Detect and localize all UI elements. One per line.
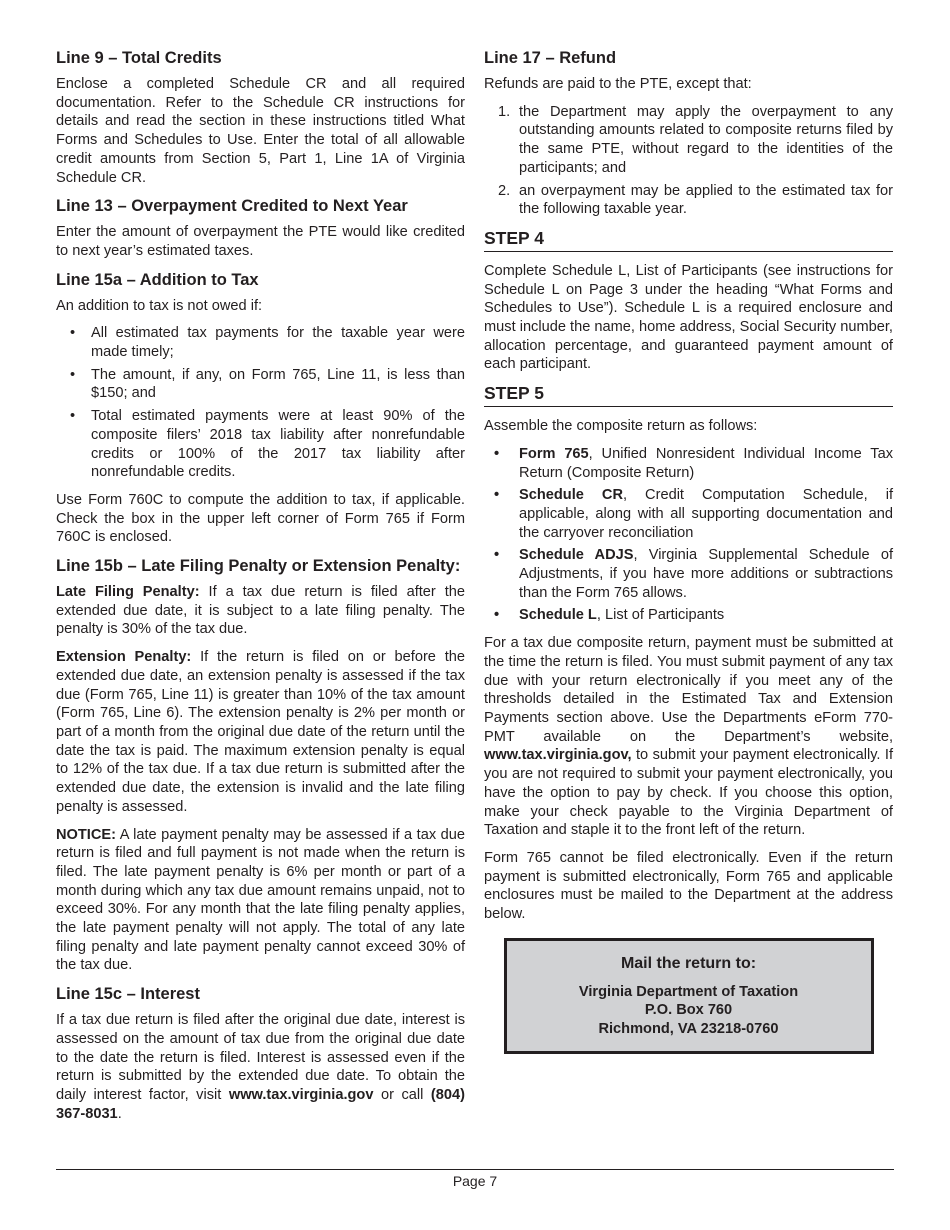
list-item: 2. an overpayment may be applied to the estimated tax for the following taxable year. bbox=[498, 182, 893, 218]
list-item: • Form 765, Unified Nonresident Individual Income Tax Return (Composite Return) bbox=[494, 445, 893, 481]
right-column bbox=[484, 48, 893, 1054]
list-item: • Schedule CR, Credit Computation Schedule, if applicable, along with all supporting documentation and the carryover reconciliation bbox=[494, 487, 894, 541]
list-item: • Schedule ADJS, Virginia Supplemental Schedule of Adjustments, if you have more additions or subtractions than the Form 765 allows. bbox=[494, 547, 893, 601]
line17-intro: Refunds are paid to the PTE, except that: bbox=[484, 76, 752, 92]
document-page bbox=[56, 48, 894, 1158]
step5-bullet-list bbox=[484, 445, 893, 625]
list-item: • All estimated tax payments for the taxable year were made timely; bbox=[70, 325, 465, 361]
tax-website-link[interactable]: www.tax.virginia.gov, bbox=[484, 747, 632, 764]
line15c-heading: Line 15c – Interest bbox=[56, 985, 200, 1004]
mail-address-line: P.O. Box 760 bbox=[644, 1002, 733, 1019]
page-number: Page 7 bbox=[452, 1173, 498, 1189]
payment-text: For a tax due composite return, payment must be submitted at the time the return is filed. You must submit payment of any tax due with your return electronically if you meet any of the thresholds detailed in the Estimated Tax and Extension Payments section above. Use the Departments eForm 770-PMT available on the Department’s website, www.tax.virginia.gov, to submit your payment electronically. If you are not required to submit your payment electronically, you have the option to pay by check. If you choose this option, make your check payable to the Virginia Department of Taxation and staple it to the front left of the return. bbox=[484, 635, 893, 839]
mail-title: Mail the return to: bbox=[620, 954, 757, 972]
step4-heading: STEP 4 bbox=[484, 228, 893, 252]
step5-heading: STEP 5 bbox=[484, 383, 893, 407]
list-item: • Total estimated payments were at least 90% of the composite filers’ 2018 tax liability after nonrefundable credits or 100% of the 2017 tax liability after nonrefundable credits. bbox=[70, 408, 465, 481]
step4-text: Complete Schedule L, List of Participants (see instructions for Schedule L on Page 3 under the heading “What Forms and Schedules to Use”). Schedule L is a required enclosure and must include the name, home address, Social Security number, allocation percentage, and guaranteed payment amount of each participant. bbox=[484, 262, 893, 373]
mail-address-line: Virginia Department of Taxation bbox=[578, 983, 799, 1000]
extension-penalty-text: Extension Penalty: If the return is filed on or before the extended due date, an extension penalty is assessed if the tax due (Form 765, Line 11) is greater than 10% of the tax amount (Form 765, Line 6). The extension penalty is 2% per month or part of a month from the original due date of the return until the date the tax is paid. The maximum extension penalty is equal to 12% of the tax due. If a tax due return is submitted after the extended due date, the extension is invalid and the late filing penalty is assessed. bbox=[56, 649, 465, 815]
line15a-intro: An addition to tax is not owed if: bbox=[56, 297, 263, 314]
line15a-text: Use Form 760C to compute the addition to tax, if applicable. Check the box in the upper left corner of Form 765 if Form 760C is enclosed. bbox=[56, 491, 465, 546]
line9-text: Enclose a completed Schedule CR and all required documentation. Refer to the Schedule CR instructions for details and read the section in these instructions titled What Forms and Schedules to Use. Enter the total of all allowable credit amounts from Section 5, Part 1, Line 1A of Virginia Schedule CR. bbox=[56, 76, 465, 186]
line17-numbered-list bbox=[484, 103, 893, 219]
line15a-heading: Line 15a – Addition to Tax bbox=[56, 270, 259, 289]
late-filing-penalty-text: Late Filing Penalty: If a tax due return is filed after the extended due date, it is subject to a late filing penalty. The penalty is 30% of the tax due. bbox=[56, 584, 465, 638]
line13-text: Enter the amount of overpayment the PTE would like credited to next year’s estimated taxes. bbox=[56, 224, 465, 259]
left-column bbox=[56, 48, 465, 1132]
phone-number: (804) 367-8031 bbox=[56, 1086, 465, 1122]
mailing-text: Form 765 cannot be filed electronically. Even if the return payment is submitted electronically, Form 765 and applicable enclosures must be mailed to the Department at the address below. bbox=[484, 849, 893, 923]
mail-address-line: Richmond, VA 23218-0760 bbox=[598, 1021, 779, 1038]
line15b-heading: Line 15b – Late Filing Penalty or Extension Penalty: bbox=[56, 557, 461, 576]
step5-intro: Assemble the composite return as follows: bbox=[484, 418, 758, 435]
list-item: 1. the Department may apply the overpayment to any outstanding amounts related to composite returns filed by the same PTE, without regard to the identities of the participants; and bbox=[498, 103, 893, 176]
footer-divider bbox=[56, 1169, 894, 1170]
notice-text: NOTICE: A late payment penalty may be assessed if a tax due return is filed and full payment is not made when the return is filed. The late payment penalty is 6% per month or part of a month during which any tax due amount remains unpaid, not to exceed 30%. For any month that the late filing penalty applies, the late payment penalty will not apply. The total of any late filing penalty and late payment penalty cannot exceed 30% of the tax due. bbox=[56, 826, 465, 974]
line15c-text: If a tax due return is filed after the original due date, interest is assessed on the amount of tax due from the original due date to the date the return is filed. Interest is assessed even if the return is submitted by the extended due date. To obtain the daily interest factor, visit www.tax.virginia.gov or call (804) 367-8031. bbox=[56, 1012, 465, 1122]
mailing-address-box bbox=[504, 938, 874, 1054]
line17-heading: Line 17 – Refund bbox=[484, 49, 617, 67]
tax-website-link[interactable]: www.tax.virginia.gov bbox=[228, 1086, 374, 1103]
list-item: • Schedule L, List of Participants bbox=[494, 607, 725, 624]
list-item: • The amount, if any, on Form 765, Line 11, is less than $150; and bbox=[70, 366, 465, 402]
line9-heading: Line 9 – Total Credits bbox=[56, 49, 222, 67]
line13-heading: Line 13 – Overpayment Credited to Next Year bbox=[56, 197, 408, 216]
line15a-bullet-list bbox=[56, 324, 465, 482]
